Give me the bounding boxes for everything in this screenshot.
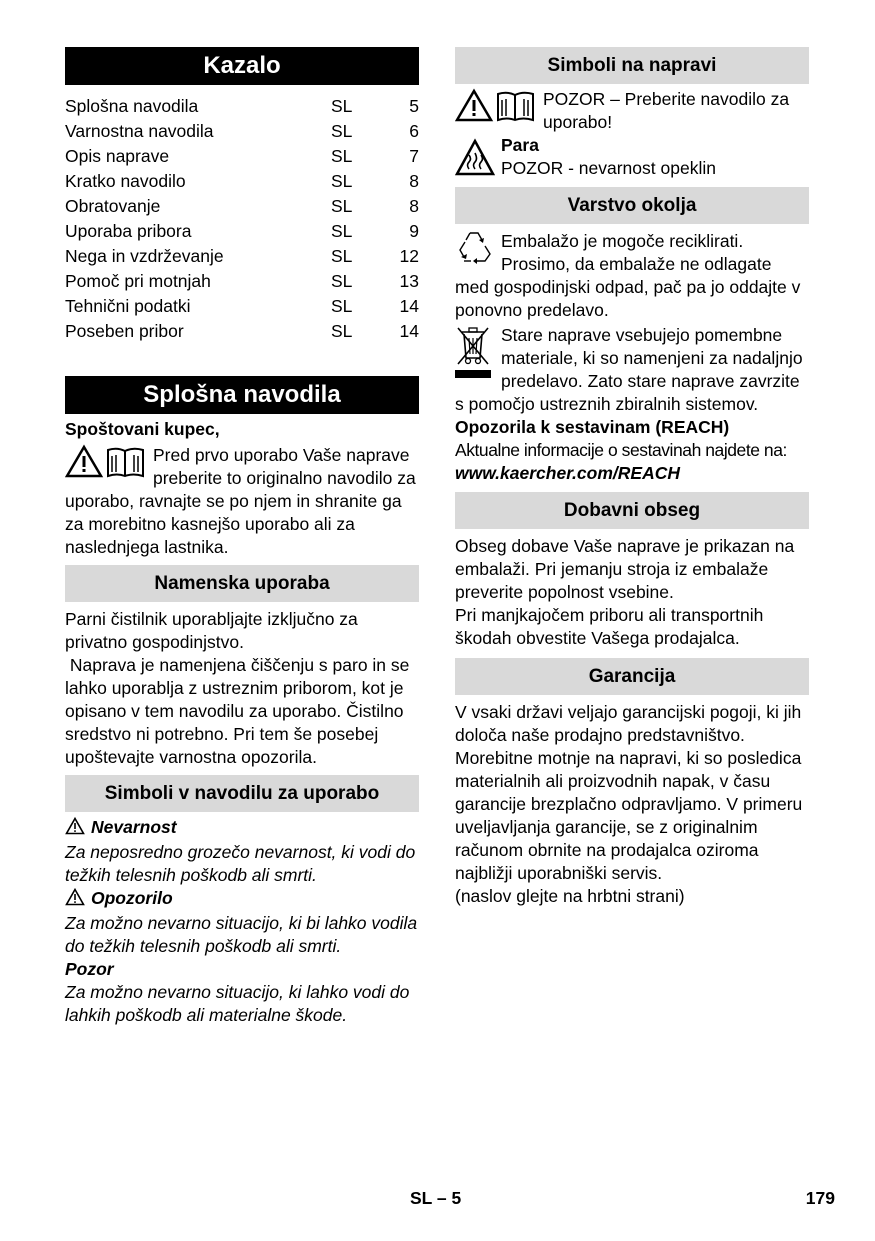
toc-row xyxy=(65,219,419,244)
delivery-heading: Dobavni obseg xyxy=(455,492,809,529)
manual-symbols-heading: Simboli v navodilu za uporabo xyxy=(65,775,419,812)
toc-entry-lang: SL xyxy=(331,121,353,141)
read-manual-text: POZOR – Preberite navodilo za uporabo! xyxy=(543,89,790,132)
danger-text: Za neposredno grozečo nevarnost, ki vodi do težkih telesnih poškodb ali smrti. xyxy=(65,842,416,885)
delivery-p2: Pri manjkajočem priboru ali transportnih škodah obvestite Vašega prodajalca. xyxy=(455,605,764,648)
recycle-icon xyxy=(455,230,493,269)
danger-label: Nevarnost xyxy=(91,817,177,837)
recycle-block xyxy=(455,230,809,322)
toc-entry-title: Tehnični podatki xyxy=(65,296,191,316)
toc-row xyxy=(65,319,419,344)
footer-dash: – xyxy=(436,1188,447,1208)
toc-entry-page: 7 xyxy=(409,146,419,166)
footer-lang: SL xyxy=(410,1188,433,1208)
toc-entry-page: 5 xyxy=(409,96,419,116)
warning-label: Opozorilo xyxy=(91,888,173,908)
delivery-p1: Obseg dobave Vaše naprave je prikazan na embalaži. Pri jemanju stroja iz embalaže preverite popolnost vsebine. xyxy=(455,536,795,602)
toc-entry-lang: SL xyxy=(331,196,353,216)
opozorilo-warning-icon xyxy=(65,888,85,912)
recycle-text: Embalažo je mogoče reciklirati. Prosimo, da embalaže ne odlagate med gospodinjski odpad, pač pa jo oddajte v ponovno predelavo. xyxy=(455,231,801,320)
toc-entry-title: Pomoč pri motnjah xyxy=(65,271,211,291)
toc-row xyxy=(65,94,419,119)
steam-text: POZOR - nevarnost opeklin xyxy=(501,158,716,178)
toc-entry-lang: SL xyxy=(331,96,353,116)
danger-warning-icon xyxy=(65,817,85,841)
intended-use-p2: Naprava je namenjena čiščenju s paro in se lahko uporablja z ustreznim priborom, kot je opisano v tem navodilu za uporabo. Čistilno sredstvo ni potrebno. Pri tem še posebej upoštevajte varnostna opozorila. xyxy=(65,655,415,767)
general-intro-block xyxy=(65,444,419,559)
footer-section-page: 5 xyxy=(451,1188,462,1208)
reach-url[interactable]: www.kaercher.com/REACH xyxy=(455,463,680,483)
toc-row xyxy=(65,119,419,144)
caution-label: Pozor xyxy=(65,959,114,979)
toc-entry-page: 14 xyxy=(399,296,419,316)
weee-block xyxy=(455,324,809,416)
toc-entry-page: 13 xyxy=(399,271,419,291)
intended-use-heading: Namenska uporaba xyxy=(65,565,419,602)
toc-row xyxy=(65,169,419,194)
danger-label-row xyxy=(65,816,419,841)
toc-entry-title: Uporaba pribora xyxy=(65,221,192,241)
page-number: 179 xyxy=(805,1188,835,1208)
intended-use-p1: Parni čistilnik uporabljajte izključno za privatno gospodinjstvo. xyxy=(65,609,358,652)
toc-row xyxy=(65,244,419,269)
toc-entry-title: Varnostna navodila xyxy=(65,121,214,141)
caution-text: Za možno nevarno situacijo, ki lahko vodi do lahkih poškodb ali materialne škode. xyxy=(65,982,410,1025)
toc-entry-lang: SL xyxy=(331,171,353,191)
toc-entry-title: Splošna navodila xyxy=(65,96,199,116)
warranty-p1: V vsaki državi veljajo garancijski pogoji, ki jih določa naše prodajno predstavništvo. Morebitne motnje na napravi, ki so posledica materialnih ali proizvodnih napak, v času garancije brezplačno odpravljamo. V primeru uveljavljanja garancije, se z originalnim računom obrnite na prodajalca oziroma najbližji uporabniški servis. xyxy=(455,702,803,883)
toc-entry-page: 14 xyxy=(399,321,419,341)
toc-row xyxy=(65,144,419,169)
steam-block xyxy=(455,134,809,181)
toc-entry-page: 8 xyxy=(409,196,419,216)
general-heading: Splošna navodila xyxy=(65,376,419,414)
warning-manual-icon xyxy=(455,88,537,127)
warning-manual-icon xyxy=(65,444,147,483)
read-manual-block xyxy=(455,88,809,134)
greeting: Spoštovani kupec, xyxy=(65,419,220,439)
general-intro-text: Pred prvo uporabo Vaše naprave preberite to originalno navodilo za uporabo, ravnajte se po njem in shranite ga za morebitno kasnejšo uporabo ali za naslednjega lastnika. xyxy=(65,445,416,557)
device-symbols-heading: Simboli na napravi xyxy=(455,47,809,84)
steam-label: Para xyxy=(501,135,539,155)
toc-entry-lang: SL xyxy=(331,146,353,166)
reach-text: Aktualne informacije o sestavinah najdete na: xyxy=(455,440,787,460)
toc-entry-title: Obratovanje xyxy=(65,196,161,216)
environment-heading: Varstvo okolja xyxy=(455,187,809,224)
toc-entry-lang: SL xyxy=(331,296,353,316)
crossed-bin-icon xyxy=(455,324,491,389)
warranty-heading: Garancija xyxy=(455,658,809,695)
toc-entry-title: Kratko navodilo xyxy=(65,171,186,191)
right-column xyxy=(455,47,809,908)
reach-title: Opozorila k sestavinam (REACH) xyxy=(455,417,730,437)
toc-list xyxy=(65,94,419,344)
toc-entry-lang: SL xyxy=(331,246,353,266)
warning-text: Za možno nevarno situacijo, ki bi lahko vodila do težkih telesnih poškodb ali smrti. xyxy=(65,913,418,956)
toc-entry-lang: SL xyxy=(331,221,353,241)
warranty-p2: (naslov glejte na hrbtni strani) xyxy=(455,886,685,906)
toc-entry-title: Opis naprave xyxy=(65,146,170,166)
toc-entry-lang: SL xyxy=(331,321,353,341)
hot-steam-icon xyxy=(455,138,495,181)
toc-entry-lang: SL xyxy=(331,271,353,291)
left-column xyxy=(65,47,419,1027)
toc-entry-title: Poseben pribor xyxy=(65,321,184,341)
toc-row xyxy=(65,294,419,319)
toc-entry-page: 6 xyxy=(409,121,419,141)
toc-entry-page: 9 xyxy=(409,221,419,241)
toc-row xyxy=(65,194,419,219)
toc-entry-page: 12 xyxy=(399,246,419,266)
toc-row xyxy=(65,269,419,294)
footer-section xyxy=(410,1188,461,1209)
weee-text: Stare naprave vsebujejo pomembne materiale, ki so namenjeni za nadaljnjo predelavo. Zato stare naprave zavrzite s pomočjo ustreznih zbiralnih sistemov. xyxy=(455,325,803,414)
toc-entry-title: Nega in vzdrževanje xyxy=(65,246,224,266)
toc-heading: Kazalo xyxy=(65,47,419,85)
toc-entry-page: 8 xyxy=(409,171,419,191)
warning-label-row xyxy=(65,887,419,912)
